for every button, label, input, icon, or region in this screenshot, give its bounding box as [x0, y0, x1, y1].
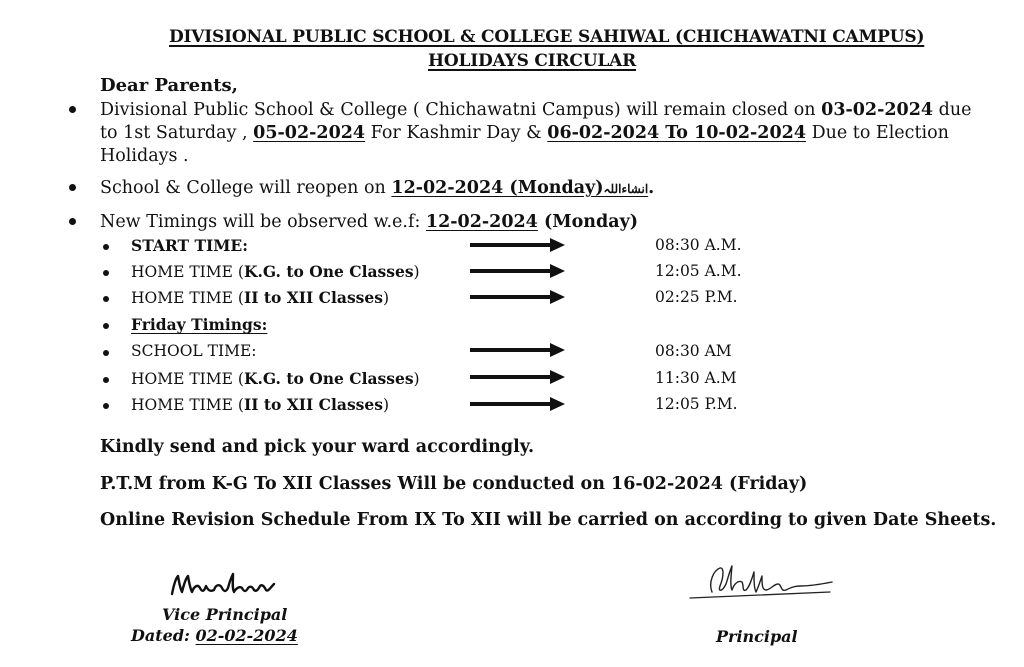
revision-note: Online Revision Schedule From IX To XII will be carried on according to given Date Sheets.	[100, 510, 997, 530]
principal-title: Principal	[716, 627, 798, 646]
vice-principal-signature	[170, 570, 280, 604]
circular-school-name: DIVISIONAL PUBLIC SCHOOL & COLLEGE SAHIWAL (CHICHAWATNI CAMPUS)	[169, 27, 925, 47]
friday-timings-heading: Friday Timings:	[131, 315, 268, 334]
reopen-notice: School & College will reopen on 12-02-2024 (Monday)انشاءاللہ.	[100, 178, 655, 198]
arrow-icon	[470, 397, 566, 411]
circular-title: HOLIDAYS CIRCULAR	[428, 51, 637, 71]
friday-home-time-kg-label: HOME TIME (K.G. to One Classes)	[131, 369, 420, 388]
closure-date-1: 03-02-2024	[821, 100, 934, 120]
ptm-note: P.T.M from K-G To XII Classes Will be conducted on 16-02-2024 (Friday)	[100, 474, 808, 494]
home-time-senior-label: HOME TIME (II to XII Classes)	[131, 288, 390, 307]
home-time-kg-value: 12:05 A.M.	[655, 262, 742, 280]
closure-date-range: 06-02-2024 To 10-02-2024	[547, 123, 807, 143]
greeting: Dear Parents,	[100, 75, 238, 96]
arrow-icon	[470, 343, 566, 357]
schedule-bullet	[103, 377, 109, 383]
start-time-value: 08:30 A.M.	[655, 236, 742, 254]
dated-value: 02-02-2024	[195, 626, 298, 645]
friday-school-time-label: SCHOOL TIME:	[131, 342, 257, 360]
friday-home-time-senior-value: 12:05 P.M.	[655, 395, 738, 413]
closure-notice: Divisional Public School & College ( Chichawatni Campus) will remain closed on 03-02-2024 due to 1st Saturday , 05-02-2024 For Kashmir Day & 06-02-2024 To 10-02-2024 Due to Election Holidays .	[100, 100, 972, 166]
reopen-date: 12-02-2024 (Monday)انشاءاللہ	[391, 178, 649, 198]
schedule-bullet	[103, 403, 109, 409]
vice-principal-title: Vice Principal	[162, 605, 288, 624]
arrow-icon	[470, 290, 566, 304]
bullet-2	[69, 184, 76, 191]
schedule-bullet	[103, 244, 109, 250]
arrow-icon	[470, 370, 566, 384]
new-timings-date: 12-02-2024	[425, 212, 538, 232]
closure-date-2: 05-02-2024	[253, 123, 366, 143]
bullet-3	[69, 218, 76, 225]
home-time-kg-label: HOME TIME (K.G. to One Classes)	[131, 262, 420, 281]
principal-signature	[690, 562, 840, 608]
schedule-bullet	[103, 350, 109, 356]
schedule-bullet	[103, 323, 109, 329]
dated-line: Dated: 02-02-2024	[131, 626, 298, 645]
home-time-senior-value: 02:25 P.M.	[655, 288, 738, 306]
start-time-label: START TIME:	[131, 236, 248, 255]
pick-up-note: Kindly send and pick your ward accordingly.	[100, 437, 535, 457]
schedule-bullet	[103, 270, 109, 276]
new-timings-notice: New Timings will be observed w.e.f: 12-02-2024 (Monday)	[100, 212, 639, 232]
arrow-icon	[470, 264, 566, 278]
schedule-bullet	[103, 296, 109, 302]
friday-school-time-value: 08:30 AM	[655, 342, 732, 360]
friday-home-time-senior-label: HOME TIME (II to XII Classes)	[131, 395, 390, 414]
bullet-1	[69, 106, 76, 113]
friday-home-time-kg-value: 11:30 A.M	[655, 369, 737, 387]
arrow-icon	[470, 238, 566, 252]
